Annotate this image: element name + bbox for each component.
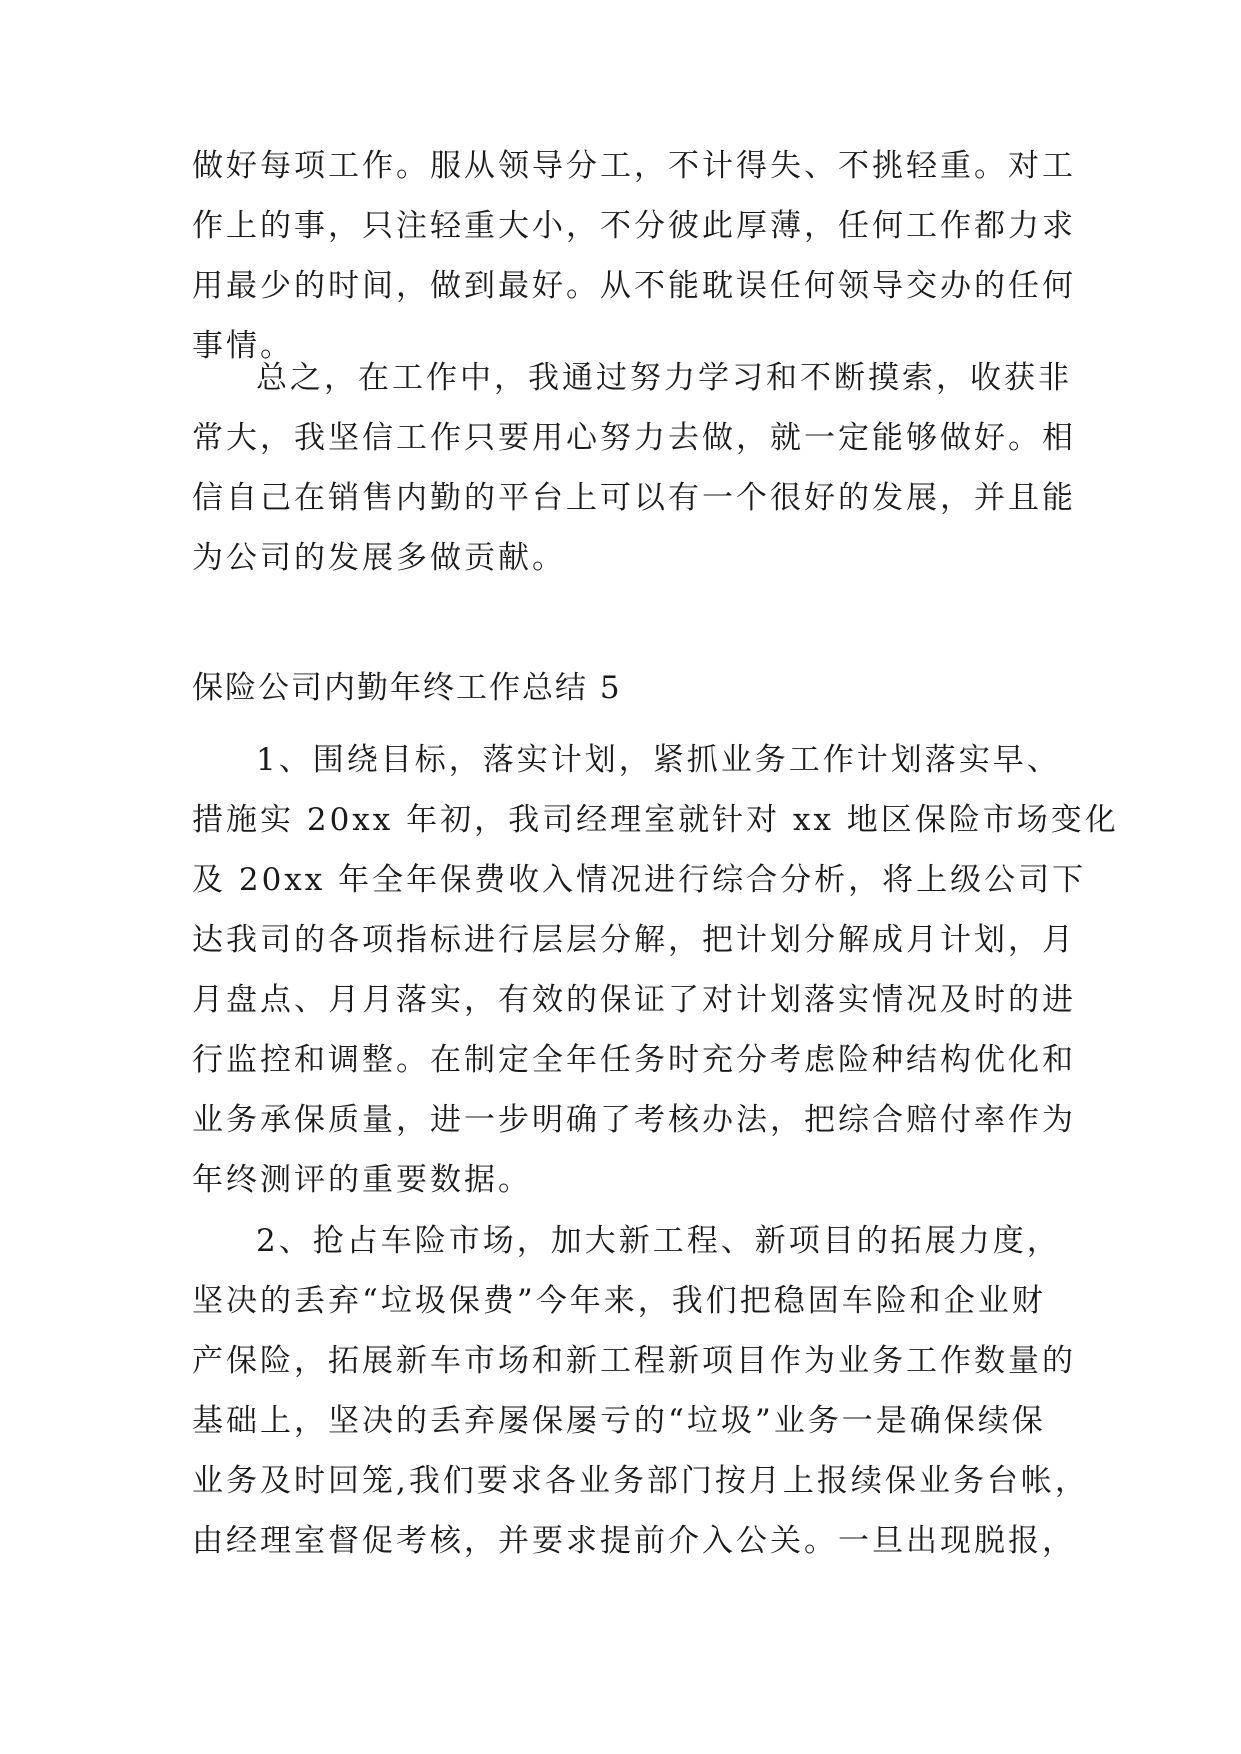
paragraph-summary xyxy=(192,348,1076,588)
text-line: 总之，在工作中，我通过努力学习和不断摸索，收获非 xyxy=(256,360,1072,396)
text-line: 为公司的发展多做贡献。 xyxy=(192,540,566,576)
text-line: 业务承保质量，进一步明确了考核办法，把综合赔付率作为 xyxy=(192,1102,1076,1138)
text-line: 产保险，拓展新车市场和新工程新项目作为业务工作数量的 xyxy=(192,1343,1076,1379)
text-line: 信自己在销售内勤的平台上可以有一个很好的发展，并且能 xyxy=(192,480,1076,516)
text-line: 做好每项工作。服从领导分工，不计得失、不挑轻重。对工 xyxy=(192,148,1076,184)
text-line: 及 20xx 年全年保费收入情况进行综合分析，将上级公司下 xyxy=(192,862,1087,898)
text-line: 措施实 20xx 年初，我司经理室就针对 xx 地区保险市场变化 xyxy=(192,802,1119,838)
text-line: 作上的事，只注轻重大小，不分彼此厚薄，任何工作都力求 xyxy=(192,208,1076,244)
paragraph-2 xyxy=(192,1211,1089,1571)
text-line: 常大，我坚信工作只要用心努力去做，就一定能够做好。相 xyxy=(192,420,1076,456)
text-line: 业务及时回笼,我们要求各业务部门按月上报续保业务台帐， xyxy=(192,1463,1089,1499)
text-line: 年终测评的重要数据。 xyxy=(192,1162,532,1198)
text-line: 1、围绕目标，落实计划，紧抓业务工作计划落实早、 xyxy=(256,742,1061,778)
text-line: 基础上，坚决的丢弃屡保屡亏的“垃圾”业务一是确保续保 xyxy=(192,1403,1046,1439)
text-line: 2、抢占车险市场，加大新工程、新项目的拓展力度， xyxy=(256,1223,1061,1259)
section-title: 保险公司内勤年终工作总结 5 xyxy=(192,670,622,706)
text-line: 月盘点、月月落实，有效的保证了对计划落实情况及时的进 xyxy=(192,982,1076,1018)
text-line: 行监控和调整。在制定全年任务时充分考虑险种结构优化和 xyxy=(192,1042,1076,1078)
text-line: 由经理室督促考核，并要求提前介入公关。一旦出现脱报， xyxy=(192,1523,1076,1559)
paragraph-1 xyxy=(192,730,1119,1210)
text-line: 坚决的丢弃“垃圾保费”今年来，我们把稳固车险和企业财 xyxy=(192,1283,1046,1319)
text-line: 用最少的时间，做到最好。从不能耽误任何领导交办的任何 xyxy=(192,268,1076,304)
text-line: 事情。 xyxy=(192,328,294,364)
paragraph-continued xyxy=(192,136,1076,376)
text-line: 达我司的各项指标进行层层分解，把计划分解成月计划，月 xyxy=(192,922,1076,958)
